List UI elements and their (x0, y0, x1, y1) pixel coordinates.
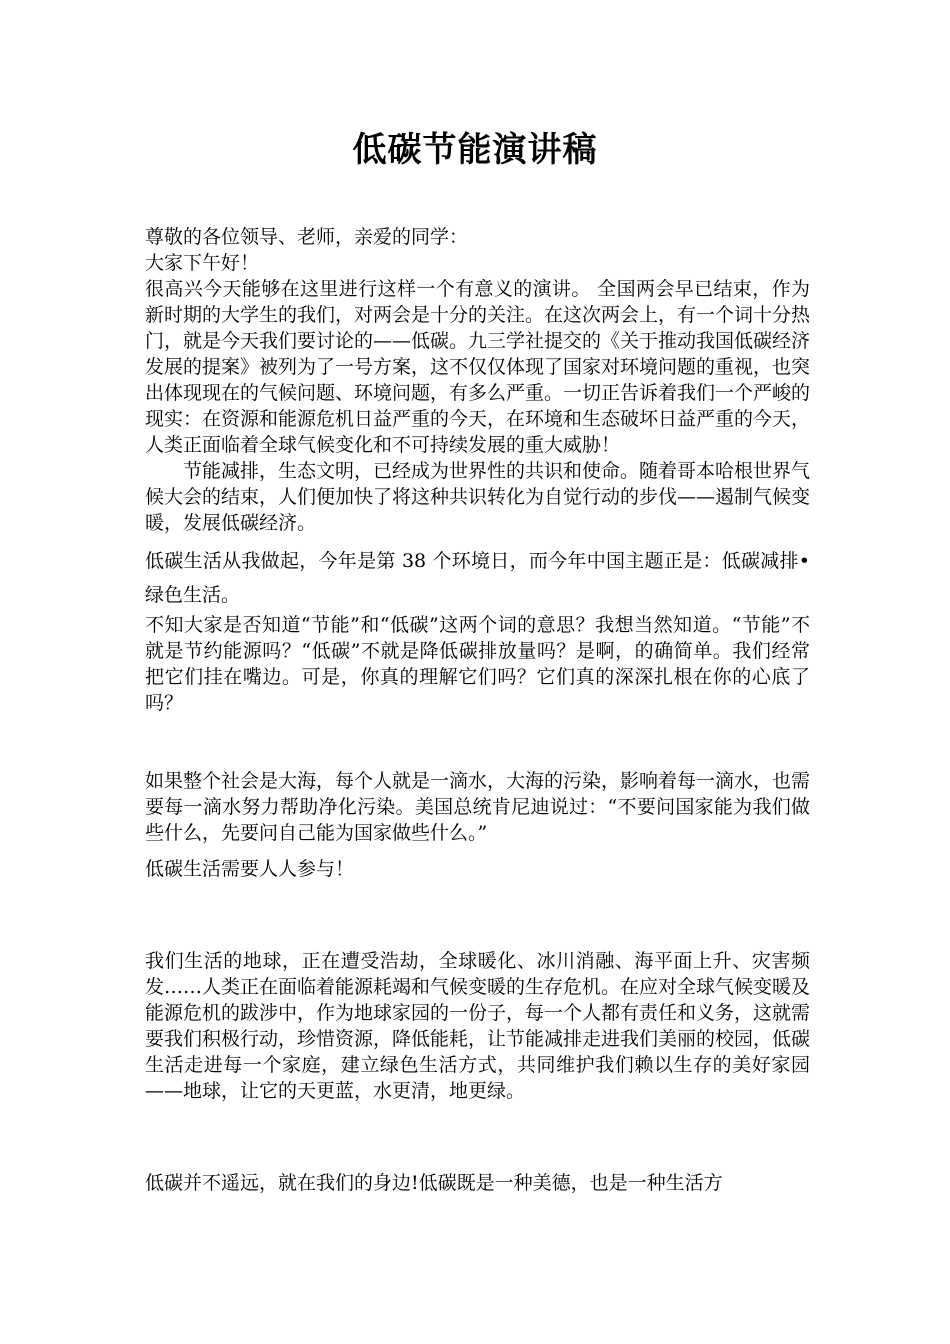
paragraph-environment-day: 低碳生活从我做起，今年是第 38 个环境日，而今年中国主题正是：低碳减排•绿色生活。 (145, 550, 810, 606)
paragraph-energy-saving: 节能减排，生态文明，已经成为世界性的共识和使命。随着哥本哈根世界气候大会的结束，人们便加快了将这种共识转化为自觉行动的步伐——遏制气候变暖，发展低碳经济。 (145, 460, 811, 534)
paragraph-earth: 我们生活的地球，正在遭受浩劫，全球暖化、冰川消融、海平面上升、灾害频发……人类正在面临着能源耗竭和气候变暖的生存危机。在应对全球气候变暖及能源危机的跋涉中，作为地球家园的一份子，每一个人都有责任和义务，这就需要我们积极行动，珍惜资源，降低能耗，让节能减排走进我们美丽的校园，低碳生活走进每一个家庭，建立绿色生活方式，共同维护我们赖以生存的美好家园——地球，让它的天更蓝，水更清，地更绿。 (145, 950, 811, 1102)
salutation: 尊敬的各位领导、老师，亲爱的同学： (145, 226, 469, 248)
paragraph-sea: 如果整个社会是大海，每个人就是一滴水，大海的污染，影响着每一滴水，也需要每一滴水努力帮助净化污染。美国总统肯尼迪说过：“不要问国家能为我们做些什么，先要问自己能为国家做些什么。” (145, 770, 811, 844)
paragraph-participation: 低碳生活需要人人参与！ (145, 858, 355, 880)
paragraph-low-carbon: 低碳并不遥远，就在我们的身边!低碳既是一种美德，也是一种生活方 (145, 1172, 723, 1194)
document-body (145, 224, 810, 1196)
document-title: 低碳节能演讲稿 (352, 130, 598, 170)
greeting: 大家下午好！ (145, 252, 260, 274)
paragraph-intro: 很高兴今天能够在这里进行这样一个有意义的演讲。 全国两会早已结束，作为新时期的大学生的我们，对两会是十分的关注。在这次两会上，有一个词十分热门，就是今天我们要讨论的——低碳。九三学社提交的《关于推动我国低碳经济发展的提案》被列为了一号方案，这不仅仅体现了国家对环境问题的重视，也突出体现现在的气候问题、环境问题，有多么严重。一切正告诉着我们一个严峻的现实：在资源和能源危机日益严重的今天，在环境和生态破坏日益严重的今天，人类正面临着全球气候变化和不可持续发展的重大威胁！ (145, 278, 811, 456)
paragraph-question: 不知大家是否知道“节能”和“低碳”这两个词的意思？我想当然知道。“节能”不就是节约能源吗？“低碳”不就是降低碳排放量吗？是啊，的确简单。我们经常把它们挂在嘴边。可是，你真的理解它们吗？它们真的深深扎根在你的心底了吗？ (145, 614, 810, 714)
